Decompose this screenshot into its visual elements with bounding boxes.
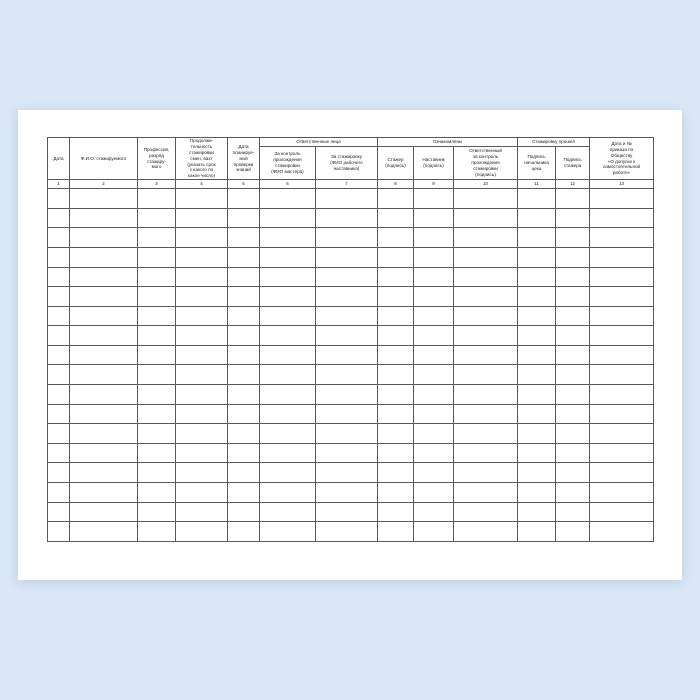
column-header-13: Дата и № приказа по Обществу «О допуске к самостоятельной работе» (590, 138, 654, 180)
table-cell[interactable] (518, 267, 556, 287)
table-cell[interactable] (70, 483, 138, 503)
table-cell[interactable] (70, 424, 138, 444)
table-cell[interactable] (414, 385, 454, 405)
table-cell[interactable] (518, 365, 556, 385)
table-cell[interactable] (228, 385, 260, 405)
table-cell[interactable] (176, 385, 228, 405)
table-cell[interactable] (518, 522, 556, 542)
table-cell[interactable] (454, 345, 518, 365)
table-cell[interactable] (48, 228, 70, 248)
table-row[interactable] (48, 385, 654, 405)
stazhirovka-journal-table (47, 137, 654, 542)
table-cell[interactable] (48, 208, 70, 228)
table-cell[interactable] (260, 267, 316, 287)
table-cell[interactable] (414, 247, 454, 267)
column-header-3: Профессия, разряд стажиру- мого (138, 138, 176, 180)
table-cell[interactable] (556, 365, 590, 385)
column-number-4: 4 (176, 180, 228, 189)
table-cell[interactable] (518, 463, 556, 483)
column-number-10: 10 (454, 180, 518, 189)
table-cell[interactable] (590, 345, 654, 365)
column-number-9: 9 (414, 180, 454, 189)
table-cell[interactable] (556, 424, 590, 444)
table-cell[interactable] (176, 287, 228, 307)
column-number-8: 8 (378, 180, 414, 189)
table-cell[interactable] (316, 247, 378, 267)
journal-table-wrapper (47, 137, 653, 542)
table-cell[interactable] (316, 424, 378, 444)
table-cell[interactable] (518, 404, 556, 424)
table-cell[interactable] (48, 502, 70, 522)
table-cell[interactable] (414, 267, 454, 287)
table-cell[interactable] (378, 228, 414, 248)
table-cell[interactable] (378, 463, 414, 483)
table-cell[interactable] (228, 326, 260, 346)
table-row[interactable] (48, 189, 654, 209)
column-number-6: 6 (260, 180, 316, 189)
table-cell[interactable] (70, 247, 138, 267)
table-row[interactable] (48, 502, 654, 522)
table-cell[interactable] (454, 424, 518, 444)
table-cell[interactable] (378, 365, 414, 385)
table-cell[interactable] (454, 463, 518, 483)
table-row[interactable] (48, 247, 654, 267)
table-cell[interactable] (228, 404, 260, 424)
table-cell[interactable] (414, 404, 454, 424)
table-cell[interactable] (228, 189, 260, 209)
table-cell[interactable] (316, 267, 378, 287)
table-cell[interactable] (378, 404, 414, 424)
table-cell[interactable] (316, 208, 378, 228)
column-header-10: Ответственный за контроль прохождения стажировки (подпись) (454, 147, 518, 180)
table-cell[interactable] (48, 306, 70, 326)
table-cell[interactable] (518, 287, 556, 307)
table-cell[interactable] (138, 502, 176, 522)
table-cell[interactable] (378, 208, 414, 228)
table-cell[interactable] (176, 483, 228, 503)
table-cell[interactable] (48, 287, 70, 307)
table-cell[interactable] (556, 483, 590, 503)
table-cell[interactable] (556, 385, 590, 405)
table-cell[interactable] (454, 404, 518, 424)
table-cell[interactable] (70, 228, 138, 248)
table-cell[interactable] (378, 502, 414, 522)
column-number-11: 11 (518, 180, 556, 189)
table-cell[interactable] (228, 365, 260, 385)
table-cell[interactable] (70, 404, 138, 424)
table-cell[interactable] (556, 502, 590, 522)
column-header-12: Подпись стажера (556, 147, 590, 180)
table-cell[interactable] (228, 522, 260, 542)
table-cell[interactable] (518, 189, 556, 209)
table-cell[interactable] (590, 522, 654, 542)
table-cell[interactable] (316, 287, 378, 307)
table-cell[interactable] (590, 326, 654, 346)
table-cell[interactable] (260, 385, 316, 405)
table-cell[interactable] (48, 385, 70, 405)
column-header-5: Дата планируе- мой проверки знаний (228, 138, 260, 180)
table-cell[interactable] (138, 522, 176, 542)
table-cell[interactable] (228, 306, 260, 326)
table-cell[interactable] (590, 189, 654, 209)
table-cell[interactable] (48, 483, 70, 503)
table-cell[interactable] (454, 247, 518, 267)
table-cell[interactable] (590, 365, 654, 385)
table-cell[interactable] (70, 267, 138, 287)
table-cell[interactable] (556, 267, 590, 287)
table-cell[interactable] (454, 483, 518, 503)
table-cell[interactable] (260, 483, 316, 503)
table-cell[interactable] (414, 483, 454, 503)
table-row[interactable] (48, 287, 654, 307)
column-number-1: 1 (48, 180, 70, 189)
column-header-7: За стажировку (ФИО рабочего наставника) (316, 147, 378, 180)
table-cell[interactable] (454, 522, 518, 542)
table-cell[interactable] (414, 345, 454, 365)
table-cell[interactable] (454, 267, 518, 287)
table-cell[interactable] (454, 502, 518, 522)
table-cell[interactable] (316, 385, 378, 405)
table-row[interactable] (48, 483, 654, 503)
table-cell[interactable] (228, 424, 260, 444)
table-cell[interactable] (454, 443, 518, 463)
table-cell[interactable] (316, 483, 378, 503)
table-cell[interactable] (590, 267, 654, 287)
table-cell[interactable] (176, 404, 228, 424)
table-cell[interactable] (48, 522, 70, 542)
table-cell[interactable] (138, 189, 176, 209)
table-cell[interactable] (176, 326, 228, 346)
table-cell[interactable] (176, 463, 228, 483)
table-cell[interactable] (176, 365, 228, 385)
table-cell[interactable] (176, 443, 228, 463)
table-cell[interactable] (454, 189, 518, 209)
table-cell[interactable] (176, 306, 228, 326)
table-cell[interactable] (70, 306, 138, 326)
table-cell[interactable] (260, 443, 316, 463)
table-cell[interactable] (414, 443, 454, 463)
column-number-5: 5 (228, 180, 260, 189)
table-cell[interactable] (176, 345, 228, 365)
table-cell[interactable] (414, 287, 454, 307)
table-cell[interactable] (590, 228, 654, 248)
table-cell[interactable] (260, 326, 316, 346)
group-header-1: Ответственные лица (260, 138, 378, 147)
table-cell[interactable] (414, 228, 454, 248)
table-cell[interactable] (556, 345, 590, 365)
table-cell[interactable] (138, 287, 176, 307)
table-cell[interactable] (518, 326, 556, 346)
table-cell[interactable] (176, 267, 228, 287)
group-header-row (48, 138, 654, 147)
document-sheet (18, 110, 682, 580)
table-cell[interactable] (70, 385, 138, 405)
table-cell[interactable] (138, 267, 176, 287)
table-cell[interactable] (590, 424, 654, 444)
table-cell[interactable] (518, 247, 556, 267)
table-cell[interactable] (590, 483, 654, 503)
table-cell[interactable] (378, 345, 414, 365)
table-cell[interactable] (260, 463, 316, 483)
table-cell[interactable] (176, 247, 228, 267)
table-cell[interactable] (228, 267, 260, 287)
table-cell[interactable] (48, 365, 70, 385)
table-cell[interactable] (138, 247, 176, 267)
column-number-13: 13 (590, 180, 654, 189)
table-cell[interactable] (518, 306, 556, 326)
table-cell[interactable] (316, 463, 378, 483)
table-cell[interactable] (518, 502, 556, 522)
table-cell[interactable] (176, 228, 228, 248)
table-cell[interactable] (590, 404, 654, 424)
table-cell[interactable] (48, 443, 70, 463)
table-cell[interactable] (414, 522, 454, 542)
table-cell[interactable] (70, 287, 138, 307)
table-cell[interactable] (518, 345, 556, 365)
table-cell[interactable] (260, 502, 316, 522)
table-cell[interactable] (228, 345, 260, 365)
table-cell[interactable] (138, 385, 176, 405)
table-cell[interactable] (228, 228, 260, 248)
table-cell[interactable] (414, 424, 454, 444)
table-cell[interactable] (590, 502, 654, 522)
table-cell[interactable] (70, 326, 138, 346)
table-cell[interactable] (316, 345, 378, 365)
table-cell[interactable] (70, 502, 138, 522)
table-row[interactable] (48, 443, 654, 463)
table-cell[interactable] (48, 404, 70, 424)
table-cell[interactable] (138, 443, 176, 463)
table-cell[interactable] (176, 424, 228, 444)
table-row[interactable] (48, 208, 654, 228)
table-cell[interactable] (260, 189, 316, 209)
table-cell[interactable] (176, 522, 228, 542)
table-row[interactable] (48, 267, 654, 287)
table-row[interactable] (48, 345, 654, 365)
table-cell[interactable] (518, 385, 556, 405)
table-cell[interactable] (138, 208, 176, 228)
table-row[interactable] (48, 326, 654, 346)
table-cell[interactable] (316, 189, 378, 209)
table-row[interactable] (48, 463, 654, 483)
table-cell[interactable] (378, 287, 414, 307)
table-cell[interactable] (414, 189, 454, 209)
table-cell[interactable] (138, 424, 176, 444)
table-cell[interactable] (138, 404, 176, 424)
table-cell[interactable] (48, 247, 70, 267)
table-cell[interactable] (228, 483, 260, 503)
table-cell[interactable] (414, 326, 454, 346)
table-cell[interactable] (590, 247, 654, 267)
table-cell[interactable] (518, 424, 556, 444)
table-cell[interactable] (260, 247, 316, 267)
table-cell[interactable] (48, 463, 70, 483)
table-cell[interactable] (518, 443, 556, 463)
table-cell[interactable] (378, 306, 414, 326)
column-number-row (48, 180, 654, 189)
table-cell[interactable] (316, 228, 378, 248)
column-header-8: Стажер (подпись) (378, 147, 414, 180)
table-cell[interactable] (378, 189, 414, 209)
table-cell[interactable] (414, 208, 454, 228)
table-cell[interactable] (260, 345, 316, 365)
table-cell[interactable] (138, 483, 176, 503)
table-cell[interactable] (454, 287, 518, 307)
table-cell[interactable] (556, 287, 590, 307)
table-row[interactable] (48, 306, 654, 326)
table-cell[interactable] (378, 443, 414, 463)
column-header-11: Подпись начальника цеха (518, 147, 556, 180)
table-cell[interactable] (454, 365, 518, 385)
table-cell[interactable] (414, 463, 454, 483)
table-cell[interactable] (454, 228, 518, 248)
table-cell[interactable] (316, 306, 378, 326)
table-cell[interactable] (138, 345, 176, 365)
table-cell[interactable] (260, 228, 316, 248)
table-cell[interactable] (556, 228, 590, 248)
table-cell[interactable] (70, 522, 138, 542)
table-cell[interactable] (518, 228, 556, 248)
table-cell[interactable] (260, 208, 316, 228)
group-header-3: Стажировку прошел (518, 138, 590, 147)
table-cell[interactable] (414, 365, 454, 385)
table-cell[interactable] (590, 385, 654, 405)
table-cell[interactable] (228, 247, 260, 267)
table-cell[interactable] (228, 287, 260, 307)
table-cell[interactable] (228, 502, 260, 522)
table-cell[interactable] (590, 287, 654, 307)
table-cell[interactable] (378, 522, 414, 542)
table-cell[interactable] (70, 189, 138, 209)
table-cell[interactable] (316, 443, 378, 463)
table-cell[interactable] (48, 189, 70, 209)
table-cell[interactable] (260, 287, 316, 307)
table-cell[interactable] (590, 443, 654, 463)
column-header-1: Дата (48, 138, 70, 180)
table-cell[interactable] (138, 365, 176, 385)
table-cell[interactable] (70, 345, 138, 365)
table-cell[interactable] (590, 208, 654, 228)
table-cell[interactable] (70, 365, 138, 385)
column-header-2: Ф.И.О. стажируемого (70, 138, 138, 180)
table-cell[interactable] (316, 365, 378, 385)
table-cell[interactable] (454, 208, 518, 228)
table-cell[interactable] (378, 267, 414, 287)
table-cell[interactable] (260, 404, 316, 424)
table-row[interactable] (48, 424, 654, 444)
table-cell[interactable] (378, 247, 414, 267)
table-row[interactable] (48, 228, 654, 248)
table-cell[interactable] (48, 345, 70, 365)
table-cell[interactable] (454, 326, 518, 346)
table-cell[interactable] (414, 502, 454, 522)
table-cell[interactable] (260, 306, 316, 326)
table-cell[interactable] (454, 306, 518, 326)
table-row[interactable] (48, 404, 654, 424)
table-cell[interactable] (228, 208, 260, 228)
table-cell[interactable] (70, 443, 138, 463)
table-cell[interactable] (454, 385, 518, 405)
table-cell[interactable] (518, 483, 556, 503)
table-cell[interactable] (176, 208, 228, 228)
table-cell[interactable] (316, 502, 378, 522)
table-cell[interactable] (228, 443, 260, 463)
table-cell[interactable] (176, 189, 228, 209)
table-row[interactable] (48, 522, 654, 542)
table-cell[interactable] (556, 326, 590, 346)
column-header-4: Продолжи- тельность стажировки смен, вахт (указать срок с какого по какое число) (176, 138, 228, 180)
table-cell[interactable] (316, 404, 378, 424)
table-cell[interactable] (176, 502, 228, 522)
table-cell[interactable] (590, 306, 654, 326)
column-header-6: За контроль прохождения стажировки (ФИО мастера) (260, 147, 316, 180)
table-cell[interactable] (48, 267, 70, 287)
table-cell[interactable] (378, 424, 414, 444)
table-cell[interactable] (378, 483, 414, 503)
table-cell[interactable] (556, 443, 590, 463)
column-number-2: 2 (70, 180, 138, 189)
table-cell[interactable] (556, 208, 590, 228)
table-cell[interactable] (556, 522, 590, 542)
table-cell[interactable] (556, 247, 590, 267)
table-cell[interactable] (378, 326, 414, 346)
table-cell[interactable] (316, 326, 378, 346)
column-header-9: Наставник (подпись) (414, 147, 454, 180)
column-number-7: 7 (316, 180, 378, 189)
table-cell[interactable] (556, 189, 590, 209)
table-cell[interactable] (138, 326, 176, 346)
table-cell[interactable] (414, 306, 454, 326)
table-cell[interactable] (260, 365, 316, 385)
column-number-3: 3 (138, 180, 176, 189)
table-cell[interactable] (518, 208, 556, 228)
table-cell[interactable] (378, 385, 414, 405)
column-number-12: 12 (556, 180, 590, 189)
table-cell[interactable] (70, 463, 138, 483)
table-cell[interactable] (138, 463, 176, 483)
table-cell[interactable] (48, 424, 70, 444)
table-cell[interactable] (590, 463, 654, 483)
table-cell[interactable] (316, 522, 378, 542)
table-row[interactable] (48, 365, 654, 385)
table-cell[interactable] (260, 522, 316, 542)
table-cell[interactable] (48, 326, 70, 346)
table-cell[interactable] (138, 228, 176, 248)
table-cell[interactable] (260, 424, 316, 444)
table-cell[interactable] (228, 463, 260, 483)
group-header-2: Ознакомлены (378, 138, 518, 147)
table-cell[interactable] (556, 306, 590, 326)
table-cell[interactable] (70, 208, 138, 228)
table-cell[interactable] (556, 404, 590, 424)
table-cell[interactable] (138, 306, 176, 326)
table-cell[interactable] (556, 463, 590, 483)
